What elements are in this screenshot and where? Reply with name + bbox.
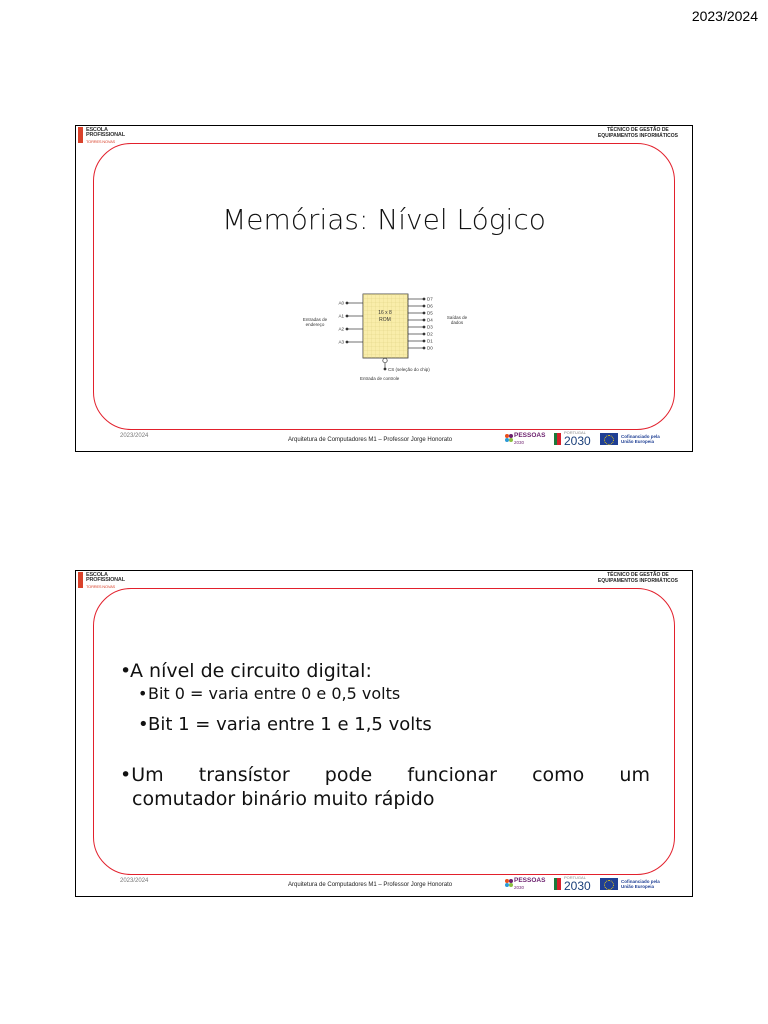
input-pin — [346, 315, 349, 318]
eu-text — [621, 434, 660, 444]
output-group-label-1: Saídas de — [446, 315, 468, 320]
chip-label-2: ROM — [379, 317, 391, 323]
logo-line-1: ESCOLA — [86, 127, 108, 133]
output-pin — [423, 326, 426, 329]
eu-flag-icon — [600, 433, 618, 445]
cs-pin — [384, 368, 387, 371]
sub-bullet-item — [138, 713, 650, 737]
bullet-dot-icon: • — [138, 714, 149, 735]
bullet-text-line-1: Um transístor pode funcionar como um — [131, 764, 650, 786]
portugal-sup: PORTUGAL — [564, 875, 586, 880]
output-pin — [423, 305, 426, 308]
eu-line-2: União Europeia — [621, 439, 655, 444]
portugal-2030-logo — [554, 431, 594, 449]
output-label-d6: D6 — [427, 303, 433, 309]
output-pin — [423, 333, 426, 336]
eu-line-1: Cofinanciado pela — [621, 879, 660, 884]
logo-line-3: TORRES NOVAS — [86, 139, 116, 144]
control-label: Entrada de controle — [360, 376, 400, 381]
bullet-item — [120, 763, 650, 787]
input-group-label-1: Entradas de — [302, 317, 328, 322]
input-label-a1: A1 — [338, 313, 344, 319]
eu-flag-icon — [600, 878, 618, 890]
output-label-d7: D7 — [427, 296, 433, 302]
input-pin — [346, 341, 349, 344]
logo-line-1: ESCOLA — [86, 572, 108, 578]
eu-logo — [600, 433, 680, 447]
pessoas-sub: 2030 — [514, 885, 525, 890]
footer-year: 2023/2024 — [120, 433, 149, 439]
pessoas-2030-logo — [504, 876, 549, 894]
course-name — [598, 572, 678, 584]
pessoas-2030-logo — [504, 431, 549, 449]
logo-line-2: PROFISSIONAL — [86, 132, 125, 138]
bullet-dot-icon: • — [138, 684, 148, 703]
portugal-label: 2030 — [564, 879, 591, 893]
address-inputs — [347, 303, 363, 342]
logo-line-2: PROFISSIONAL — [86, 577, 125, 583]
pessoas-mark-icon — [504, 433, 514, 443]
output-label-d3: D3 — [427, 324, 433, 330]
sub-bullet-text: Bit 0 = varia entre 0 e 0,5 volts — [148, 684, 401, 703]
output-pin — [423, 347, 426, 350]
bullet-list — [120, 659, 650, 811]
course-line-1: TÉCNICO DE GESTÃO DE — [607, 572, 669, 578]
footer-text: Arquitetura de Computadores M1 – Professor Jorge Honorato — [288, 437, 453, 443]
input-label-a0: A0 — [338, 300, 344, 306]
rom-diagram — [291, 286, 481, 386]
input-pin — [346, 302, 349, 305]
portugal-sup: PORTUGAL — [564, 430, 586, 435]
footer-year: 2023/2024 — [120, 878, 149, 884]
course-line-1: TÉCNICO DE GESTÃO DE — [607, 127, 669, 133]
eu-line-1: Cofinanciado pela — [621, 434, 660, 439]
output-pin — [423, 340, 426, 343]
slide-title: Memórias: Nível Lógico — [222, 203, 546, 236]
chip-select — [383, 358, 387, 369]
sub-bullet-item — [138, 683, 650, 705]
output-pin — [423, 298, 426, 301]
eu-logo — [600, 878, 680, 892]
output-label-d1: D1 — [427, 338, 433, 344]
portugal-2030-logo — [554, 876, 594, 894]
slide-1 — [75, 125, 693, 452]
course-name — [598, 127, 678, 139]
eu-text — [621, 879, 660, 889]
pessoas-sub: 2030 — [514, 440, 525, 445]
output-label-d4: D4 — [427, 317, 433, 323]
input-label-a2: A2 — [338, 326, 344, 332]
footer-text: Arquitetura de Computadores M1 – Professor Jorge Honorato — [288, 882, 453, 888]
bullet-text-line-2: comutador binário muito rápido — [132, 788, 435, 810]
output-label-d0: D0 — [427, 345, 433, 351]
bullet-dot-icon: • — [120, 660, 132, 682]
output-label-d2: D2 — [427, 331, 433, 337]
input-group-label-2: endereço — [305, 322, 325, 327]
input-label-a3: A3 — [338, 339, 344, 345]
data-outputs — [408, 299, 424, 348]
eu-line-2: União Europeia — [621, 884, 655, 889]
pessoas-mark-icon — [504, 878, 514, 888]
output-pin — [423, 319, 426, 322]
chip-label-1: 16 x 8 — [378, 310, 392, 316]
page-year: 2023/2024 — [691, 8, 758, 24]
school-logo-bar — [78, 572, 83, 588]
pessoas-label: PESSOAS — [514, 877, 546, 884]
output-label-d5: D5 — [427, 310, 433, 316]
output-group-label-2: dados — [450, 320, 464, 325]
input-pin — [346, 328, 349, 331]
portugal-label: 2030 — [564, 434, 591, 448]
logo-line-3: TORRES NOVAS — [86, 584, 116, 589]
bullet-item — [120, 659, 650, 683]
portugal-flag-icon — [554, 433, 561, 445]
school-logo-bar — [78, 127, 83, 143]
course-line-2: EQUIPAMENTOS INFORMÁTICOS — [597, 133, 678, 139]
sub-bullet-text: Bit 1 = varia entre 1 e 1,5 volts — [148, 714, 432, 735]
course-line-2: EQUIPAMENTOS INFORMÁTICOS — [597, 578, 678, 584]
output-pin — [423, 312, 426, 315]
portugal-flag-icon — [554, 878, 561, 890]
bullet-text: A nível de circuito digital: — [130, 660, 372, 682]
bullet-dot-icon: • — [120, 764, 132, 786]
slide-2 — [75, 570, 693, 897]
cs-label: CS (seleção do chip) — [388, 367, 430, 372]
pessoas-label: PESSOAS — [514, 432, 546, 439]
